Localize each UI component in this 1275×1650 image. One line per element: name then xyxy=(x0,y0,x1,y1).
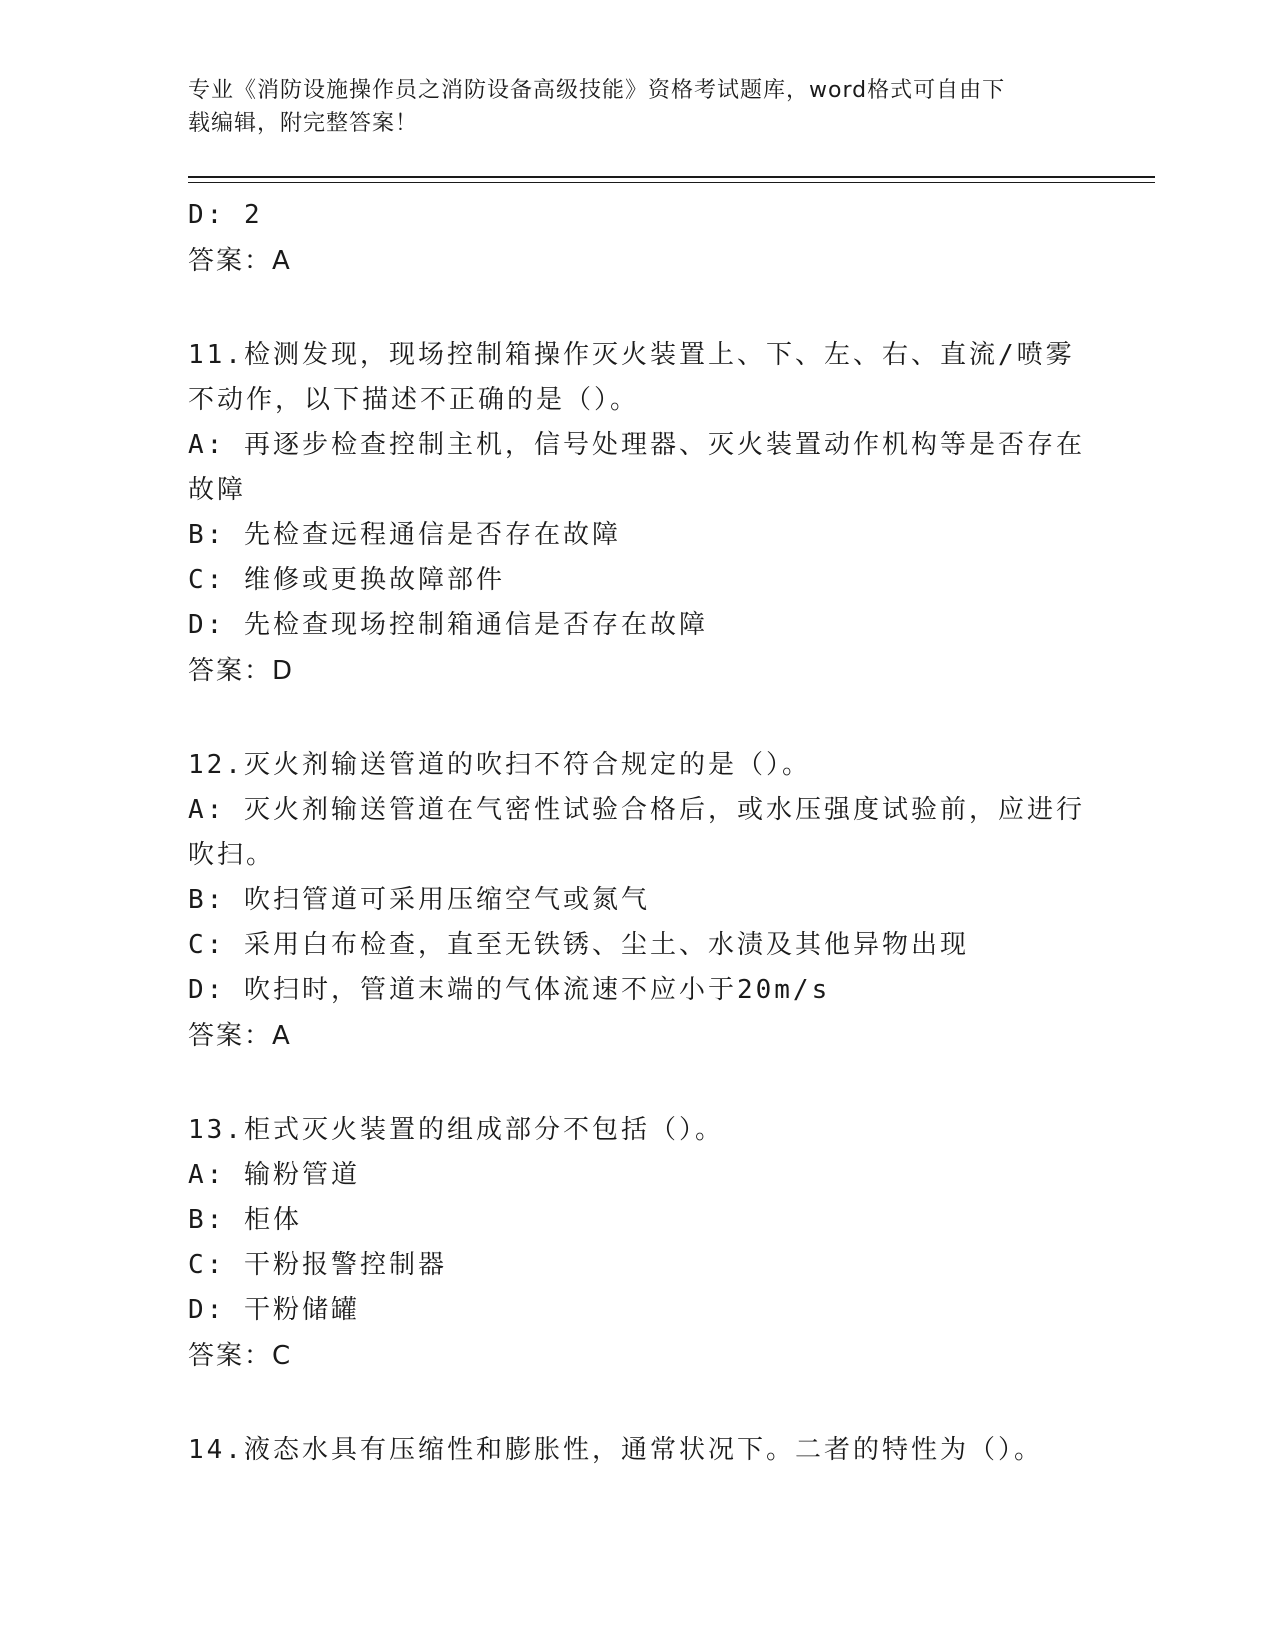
question-stem: 12.灭火剂输送管道的吹扫不符合规定的是（）。 xyxy=(188,750,811,780)
document-header xyxy=(188,74,1088,140)
option-b: B: 吹扫管道可采用压缩空气或氮气 xyxy=(188,885,650,915)
option-d: D: 干粉储罐 xyxy=(188,1295,360,1325)
question-14 xyxy=(188,1428,1088,1473)
spacer xyxy=(188,285,1088,333)
answer-line: 答案：A xyxy=(188,246,292,276)
question-12 xyxy=(188,743,1088,1060)
question-list xyxy=(188,193,1088,1473)
question-stem-cont: 不动作，以下描述不正确的是（）。 xyxy=(188,385,640,415)
answer-line: 答案：D xyxy=(188,656,295,686)
option-b: B: 先检查远程通信是否存在故障 xyxy=(188,520,621,550)
spacer xyxy=(188,1380,1088,1428)
option-d: D: 吹扫时，管道末端的气体流速不应小于20m/s xyxy=(188,975,831,1005)
answer-line: 答案：C xyxy=(188,1341,293,1371)
option-c: C: 干粉报警控制器 xyxy=(188,1250,447,1280)
question-stem: 13.柜式灭火装置的组成部分不包括（）。 xyxy=(188,1115,724,1145)
spacer xyxy=(188,1060,1088,1108)
header-rule-thick xyxy=(188,176,1155,178)
header-line-2: 载编辑，附完整答案！ xyxy=(188,111,419,136)
option-d: D: 2 xyxy=(188,200,263,230)
question-11 xyxy=(188,333,1088,695)
option-a: A: 再逐步检查控制主机，信号处理器、灭火装置动作机构等是否存在 xyxy=(188,430,1085,460)
option-d: D: 先检查现场控制箱通信是否存在故障 xyxy=(188,610,708,640)
question-stem: 14.液态水具有压缩性和膨胀性，通常状况下。二者的特性为（）。 xyxy=(188,1435,1043,1465)
option-a-cont: 吹扫。 xyxy=(188,840,276,870)
question-13 xyxy=(188,1108,1088,1380)
header-line-1: 专业《消防设施操作员之消防设备高级技能》资格考试题库，word格式可自由下 xyxy=(188,78,1006,103)
option-b: B: 柜体 xyxy=(188,1205,302,1235)
question-stem: 11.检测发现，现场控制箱操作灭火装置上、下、左、右、直流/喷雾 xyxy=(188,340,1075,370)
option-a: A: 灭火剂输送管道在气密性试验合格后，或水压强度试验前，应进行 xyxy=(188,795,1085,825)
answer-line: 答案：A xyxy=(188,1021,292,1051)
option-c: C: 采用白布检查，直至无铁锈、尘土、水渍及其他异物出现 xyxy=(188,930,969,960)
header-rule-thin xyxy=(188,182,1155,183)
option-a-cont: 故障 xyxy=(188,475,247,505)
spacer xyxy=(188,695,1088,743)
option-c: C: 维修或更换故障部件 xyxy=(188,565,505,595)
question-10-tail xyxy=(188,193,1088,285)
option-a: A: 输粉管道 xyxy=(188,1160,360,1190)
